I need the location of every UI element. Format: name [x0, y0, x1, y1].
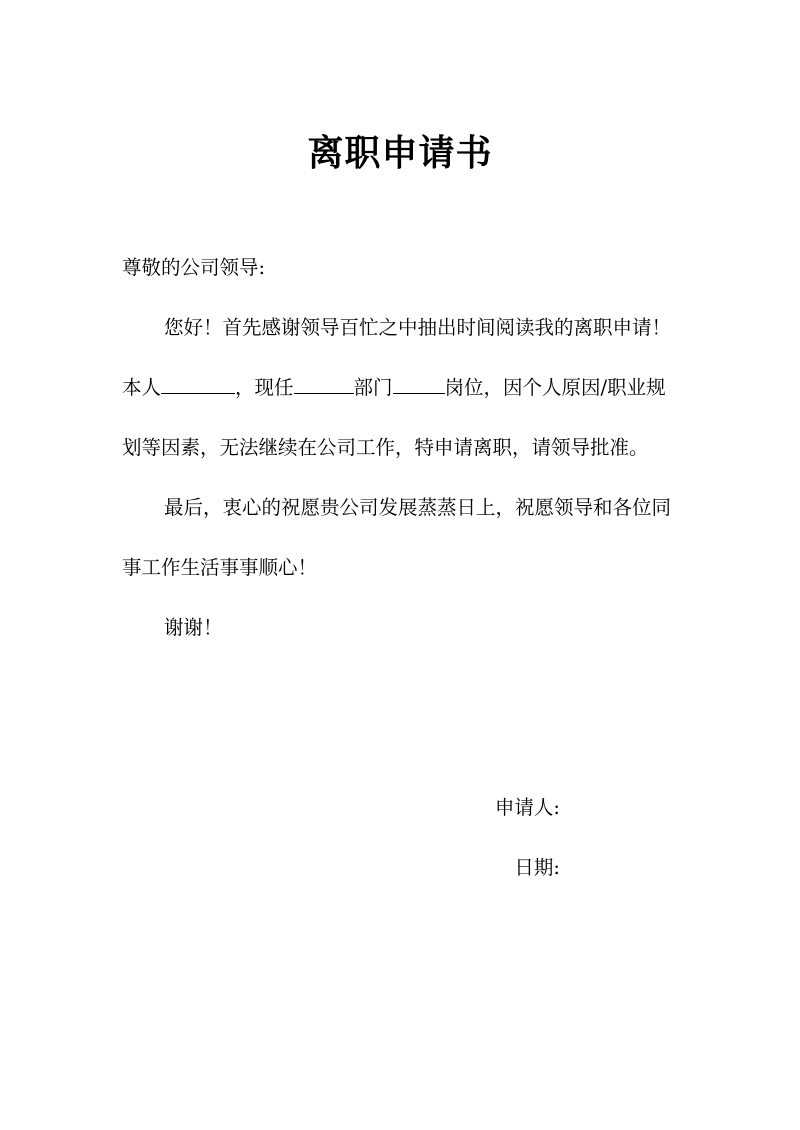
- applicant-label: 申请人:: [494, 796, 560, 819]
- paragraph-main-part1: 您好！首先感谢领导百忙之中抽出时间阅读我的离职申请！本人: [122, 316, 672, 399]
- letter-body: [122, 238, 682, 658]
- position-blank-field[interactable]: [393, 373, 445, 394]
- paragraph-thanks: 谢谢！: [164, 616, 223, 639]
- paragraph-wishes: 最后，衷心的祝愿贵公司发展蒸蒸日上，祝愿领导和各位同事工作生活事事顺心！: [122, 496, 672, 579]
- paragraph-main-part3: 部门: [353, 376, 393, 399]
- paragraph-main: [122, 298, 682, 478]
- salutation: 尊敬的公司领导:: [122, 256, 266, 279]
- name-blank-field[interactable]: [161, 373, 235, 394]
- date-label: 日期:: [514, 856, 560, 879]
- paragraph-main-part4: 岗位，因个人原因/职业规划等因素，无法继续在公司工作，特申请离职，请领导批准。: [122, 376, 666, 459]
- department-blank-field[interactable]: [294, 373, 354, 394]
- signature-block: [495, 778, 560, 898]
- paragraph-main-part2: ，现任: [235, 376, 294, 399]
- page-title: 离职申请书: [307, 133, 493, 174]
